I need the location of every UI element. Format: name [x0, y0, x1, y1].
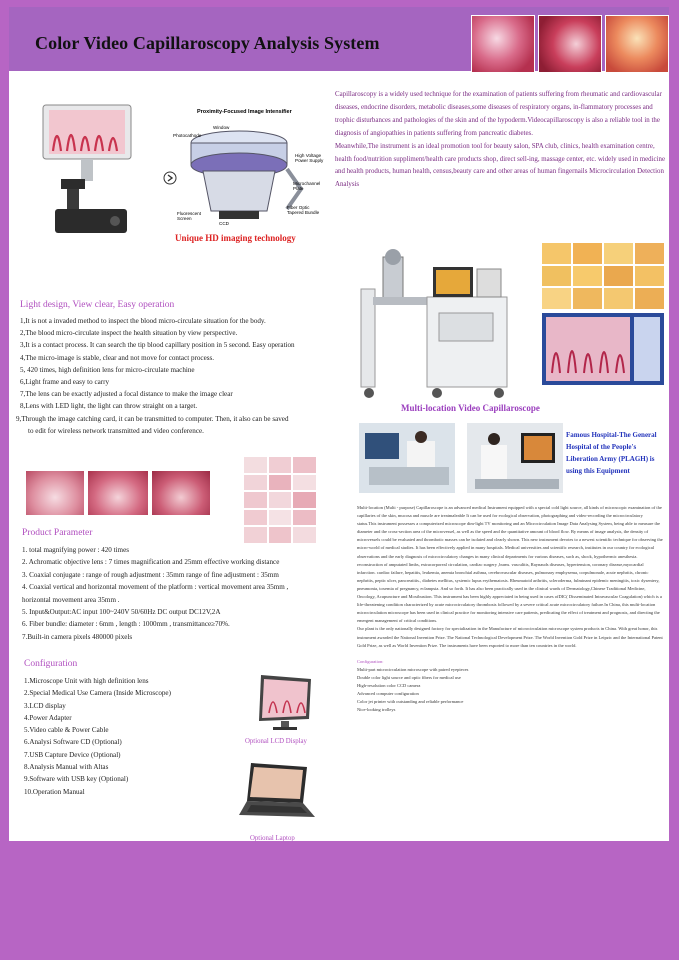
light-design-item: 9,Through the image catching card, it can be transmitted to computer. Then, it also can be saved [16, 414, 289, 423]
capillary-thumb [293, 492, 316, 508]
laptop-image [237, 759, 317, 825]
capillary-thumb [635, 243, 664, 264]
capillary-image-2 [538, 15, 602, 73]
capillary-photo-c [152, 471, 210, 515]
capillary-photo-b [88, 471, 148, 515]
product-parameter-list [22, 544, 342, 643]
capillary-thumb [542, 288, 571, 309]
description-configuration [357, 658, 663, 715]
product-parameter-heading: Product Parameter [22, 528, 93, 538]
description-config-item: Color jet printer with outstanding and reliable performance [357, 699, 464, 705]
description-config-item: Double color light source and optic fibers for medical use [357, 674, 461, 680]
diagram-label: Photocathode [173, 133, 202, 138]
configuration-item: 5.Video cable & Power Cable [24, 726, 109, 735]
lcd-display-caption: Optional LCD Display [245, 738, 307, 745]
configuration-item: 6.Analysi Software CD (Optional) [24, 738, 122, 747]
capillary-image-1 [471, 15, 535, 73]
light-design-item: 6,Light frame and easy to carry [20, 378, 110, 387]
light-design-item: 5, 420 times, high definition lens for micro-circulate machine [20, 365, 195, 374]
light-design-item: 8,Lens with LED light, the light can throw straight on a target. [20, 402, 198, 411]
diagram-label: Fiber Optic Tapered Bundle [287, 205, 320, 215]
configuration-item: 2.Special Medical Use Camera (Inside Microscope) [24, 689, 171, 698]
capillary-photo-a [26, 471, 84, 515]
diagram-label: Window [213, 125, 230, 130]
multi-location-caption: Multi-location Video Capillaroscope [401, 403, 540, 413]
capillary-thumb [573, 266, 602, 287]
parameter-item: 2. Achromatic objective lens : 7 times magnification and 25mm effective working distance [22, 558, 280, 567]
intro-paragraph: Capillaroscopy is a widely used technique for the examination of patients suffering from rheumatic and cardiovascular diseases, endocrine disorders, metabolic diseases,some diseases of respiratory organs, in-flammatory processes and trophic disturbances and pathologies of the skin and of the hypoderm.Videocapillaroscopy is also a reliable tool in the diagnosis of angiopathies in patients suffering from pancreatic diabetes. [335, 91, 662, 137]
capillary-thumb [604, 288, 633, 309]
parameter-item: 4. Coaxial vertical and horizontal movement of the platform : vertical movement area 35mm , [22, 583, 289, 592]
hospital-note: Famous Hospital-The General Hospital of the People's Liberation Army (PLAGH) is using this Equipment [566, 431, 657, 475]
capillary-image-grid [542, 243, 664, 309]
capillary-sample-grid [244, 457, 316, 543]
parameter-item: 7.Built-in camera pixels 480000 pixels [22, 632, 133, 641]
configuration-heading: Configuration [24, 659, 78, 669]
light-design-list [16, 315, 340, 437]
description-config-item: Nice-looking trolleys [357, 707, 396, 713]
diagram-label: CCD [219, 221, 229, 226]
capillary-thumb [604, 266, 633, 287]
intro-paragraph: Meanwhile,The instrument is an ideal promotion tool for beauty salon, SPA club, clinics, health examination centre, health food/nutrition suppliment/health care products shop, direct sell-ing, massage center, etc. widely used in medicine and health products, human health, census,beauty care and other areas of human fingernails Microcirculation Detection Analysis [335, 142, 665, 189]
capillary-thumb [269, 510, 292, 526]
capillary-thumb [635, 266, 664, 287]
intro-text [335, 89, 665, 192]
capillary-thumb [244, 492, 267, 508]
parameter-item: 5. Input&Output:AC input 100~240V 50/60Hz DC output DC12V,2A [22, 608, 221, 617]
capillary-thumb [244, 527, 267, 543]
diagram-label: Fluorescent Screen [177, 211, 202, 221]
configuration-list [24, 675, 254, 798]
capillary-thumb [269, 475, 292, 491]
light-design-item: 7,The lens can be exactly adjusted a focal distance to make the image clear [20, 390, 233, 399]
capillary-thumb [573, 243, 602, 264]
capillary-image-3 [605, 15, 669, 73]
capillary-thumb [573, 288, 602, 309]
lcd-display-image [253, 671, 317, 733]
diagram-label: High Voltage Power Supply [295, 153, 324, 163]
analysis-software-screenshot [542, 313, 664, 385]
light-design-item: 3,It is a contact process. It can search the tip blood capillary position in 5 second. Easy operation [20, 341, 295, 350]
light-design-item: 2,The blood micro-circulate inspect the health situation by view perspective. [20, 329, 238, 338]
capillary-thumb [293, 510, 316, 526]
light-design-item: 4,The micro-image is stable, clear and not move for contact process. [20, 353, 215, 362]
capillary-thumb [244, 457, 267, 473]
multi-location-capillaroscope-image [353, 227, 529, 407]
light-design-item: to edit for wireless network transmitted and video conference. [28, 426, 204, 435]
hospital-photo-2 [467, 423, 563, 493]
laptop-caption: Optional Laptop [250, 835, 295, 841]
description-config-item: Multi-part microcirculation microscope with paired eyepieces [357, 666, 469, 672]
microscope-device-image [27, 101, 147, 241]
configuration-item: 9.Software with USB key (Optional) [24, 775, 129, 784]
description-text [357, 504, 663, 714]
diagram-title: Proximity-Focused Image Intensifier [197, 109, 292, 115]
capillary-thumb [542, 266, 571, 287]
parameter-item: 3. Coaxial conjugate : range of rough adjustment : 35mm range of fine adjustment : 35mm [22, 570, 279, 579]
description-config-heading: Configuration: [357, 658, 384, 664]
capillary-thumb [269, 457, 292, 473]
configuration-item: 1.Microscope Unit with high definition lens [24, 677, 149, 685]
description-config-item: Advanced computer configuration [357, 691, 419, 697]
configuration-item: 3.LCD display [24, 701, 66, 710]
description-paragraph: Our plant is the only nationally designed factory for specialization in the Manufacture of microcirculation microscope system products in China. With great honor, this instrument awarded the National Invention Prize. The National Technological Development Prize. The World Invention Gold Prize in Leipzic and the International Patent Gold Prize, as well as World Invention Prize. The instruments have been exported to more than ten countries in the world. [357, 626, 663, 648]
parameter-item: 1. total magnifying power : 420 times [22, 546, 129, 554]
configuration-item: 10.Operation Manual [24, 787, 85, 796]
description-paragraph: Multi-location (Multi - purpose) Capillaroscope is an advanced medical Instrument equipped with a special cold light source, all kinds of microscopic examination of the capillaries of the skin, mucosa and muscle are treatmaleable It can be used for ecological observation, photographing and video-recording the microcirculatory status.This instrument possesses a computerized microscope dim-light TV monitoring and an Microcirculation Image Data Analysing System, being able to measure the diameter and the cross-section area of the microvessel, as well as the speed and the quantitative amount of blood flow. By means of image analysis, the density of microvessels could be evaluated and thrombotic masses can be isolated and clearly shown. This new instrument devotes to a newest scientific technique for observing the micro-world of medical studies. It has been effectively applied in many hospitals. Medical universities and scientific research, institutes in our country for ecological observations and the early diagnosis of microcirculatory changes in many clinical departments for various diseases, such as, shock, hypothermic anesthesia. reconstruction of amputated limbs, extracorporeal circulation, cardiac surgery ,burns. vasculitis, Raynauds diseases, hypertension, coronary disease,myocardial infarction. cardiac failure, hepatitis, leukemia, anemia bronchial asthma, cerebrovascular diseases, pulmonary emphysema, corpulmonale, acute nephritis, chronic nephritis, peptic ulcer, pancreatitis., diabetes mellitus, systemic lupus erythematosis. Rheumatoid arthritis, scleroderma, fulminant epidemic meningitis, toxic dysentery, pneumonia, toxemia of pregnancy, eclampsia. And so forth. It has also been practically used in the clinical wards of Dermatology,Chinese Traditional Medicine, Oncology, Acupuncture and Moxibustion. This instrument has been highly appreciated in being used in cases ofDIC( Disseminated Intravascular Coagulation) which is a life-threatening condition characterized by acute microcirculatory thrombosis followed by a severe critical acute microcirculatory failure.In China, this multi-location microcirculation microscope has been used in clinical practice for monitoring intensive care patients, predicating the effect of treatment and prognosis, and directing the emergent management of critical conditions. [357, 505, 663, 624]
configuration-item: 8.Analysis Manual with Altas [24, 763, 109, 772]
light-design-item: 1,It is not a invaded method to inspect the blood micro-circulate situation for the body. [20, 317, 266, 325]
capillary-thumb [244, 510, 267, 526]
capillary-thumb [293, 475, 316, 491]
capillary-thumb [269, 527, 292, 543]
capillary-thumb [542, 243, 571, 264]
light-design-heading: Light design, View clear, Easy operation [20, 300, 175, 310]
capillary-thumb [293, 527, 316, 543]
configuration-item: 7.USB Capture Device (Optional) [24, 750, 121, 759]
page-title: Color Video Capillaroscopy Analysis System [35, 33, 380, 53]
diagram-label: Microchannel Plate [293, 181, 321, 191]
description-config-item: High-resolution color CCD camera [357, 682, 421, 688]
parameter-item: horizontal movement area 35mm . [22, 595, 120, 604]
capillary-thumb [244, 475, 267, 491]
capillary-thumb [293, 457, 316, 473]
title-bar [9, 7, 669, 71]
document-page [9, 7, 669, 841]
capillary-thumb [269, 492, 292, 508]
configuration-item: 4.Power Adapter [24, 713, 72, 722]
image-intensifier-diagram [175, 111, 327, 229]
imaging-technology-caption: Unique HD imaging technology [175, 233, 296, 243]
capillary-thumb [635, 288, 664, 309]
parameter-item: 6. Fiber bundle: diameter : 6mm , length : 1000mm , transmittance≥70%. [22, 620, 230, 629]
hospital-photo-1 [359, 423, 455, 493]
capillary-thumb [604, 243, 633, 264]
